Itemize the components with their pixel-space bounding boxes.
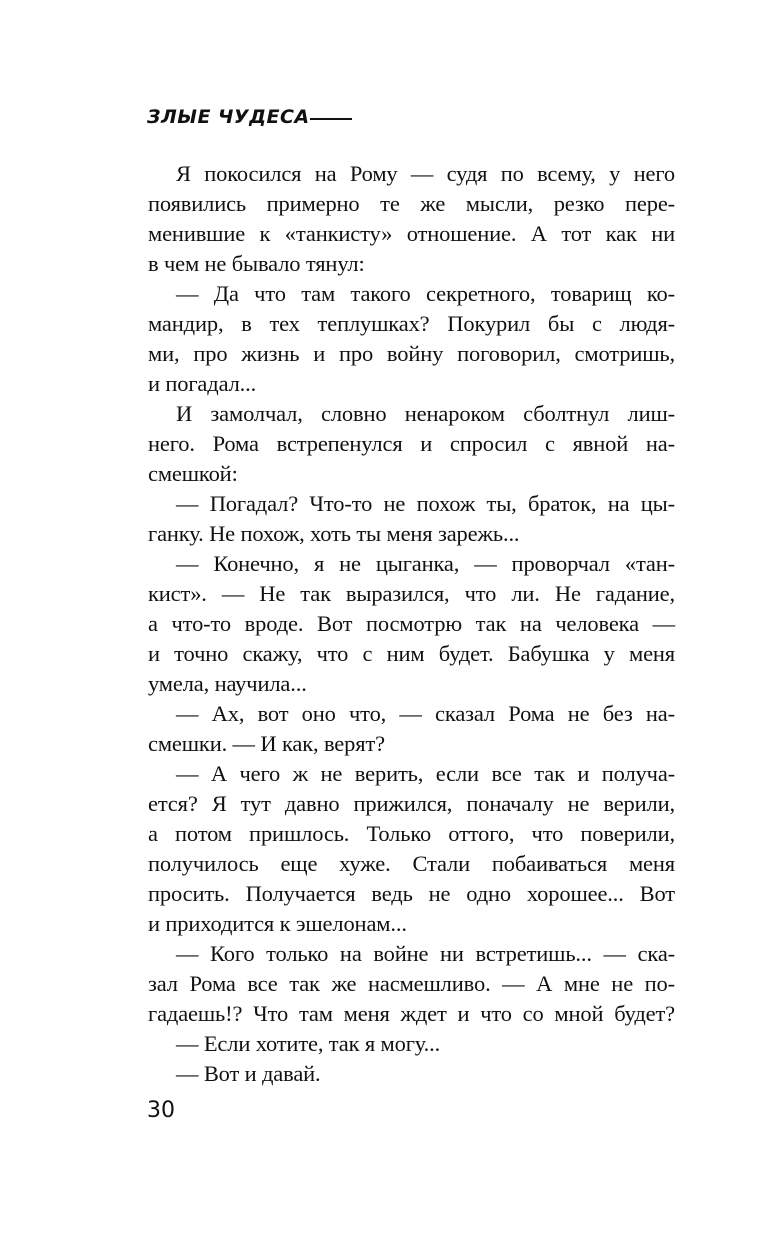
text-line: — Кого только на войне ни встретишь... — ска- <box>176 941 675 966</box>
text-line: мандир, в тех теплушках? Покурил бы с людя- <box>148 311 675 336</box>
text-line: просить. Получается ведь не одно хорошее... Вот <box>148 881 675 906</box>
text-line: менившие к «танкисту» отношение. А тот как ни <box>148 221 675 246</box>
text-line: И замолчал, словно ненароком сболтнул лиш- <box>176 401 675 426</box>
text-line: — А чего ж не верить, если все так и получа- <box>176 761 675 786</box>
text-line: ется? Я тут давно прижился, поначалу не верили, <box>148 791 675 816</box>
text-line: смешки. — И как, верят? <box>148 731 385 756</box>
text-line: — Если хотите, так я могу... <box>176 1031 441 1056</box>
running-title-rule <box>310 118 352 120</box>
text-line: и приходится к эшелонам... <box>148 911 407 936</box>
text-line: и точно скажу, что с ним будет. Бабушка у меня <box>148 641 675 666</box>
running-title-text: ЗЛЫЕ ЧУДЕСА <box>147 106 310 128</box>
text-line: Я покосился на Рому — судя по всему, у него <box>176 161 675 186</box>
text-line: ми, про жизнь и про войну поговорил, смотришь, <box>148 341 675 366</box>
text-line: а потом пришлось. Только оттого, что поверили, <box>148 821 675 846</box>
text-line: получилось еще хуже. Стали побаиваться меня <box>148 851 675 876</box>
text-line: — Ах, вот оно что, — сказал Рома не без на- <box>176 701 675 726</box>
text-line: зал Рома все так же насмешливо. — А мне не по- <box>148 971 675 996</box>
text-line: — Вот и давай. <box>176 1061 321 1086</box>
text-line: кист». — Не так выразился, что ли. Не гадание, <box>148 581 675 606</box>
text-line: а что-то вроде. Вот посмотрю так на человека — <box>148 611 675 636</box>
text-line: смешкой: <box>148 461 238 486</box>
text-line: гадаешь!? Что там меня ждет и что со мной будет? <box>148 1001 675 1026</box>
text-line: ганку. Не похож, хоть ты меня зарежь... <box>148 521 520 546</box>
text-line: — Погадал? Что-то не похож ты, браток, на цы- <box>176 491 675 516</box>
page-number: 30 <box>147 1098 175 1123</box>
text-line: появились примерно те же мысли, резко пере- <box>148 191 675 216</box>
text-line: него. Рома встрепенулся и спросил с явной на- <box>148 431 675 456</box>
text-line: в чем не бывало тянул: <box>148 251 365 276</box>
text-line: и погадал... <box>148 371 257 396</box>
text-line: — Да что там такого секретного, товарищ ко- <box>176 281 675 306</box>
body-text <box>148 159 675 1089</box>
text-line: умела, научила... <box>148 671 307 696</box>
text-line: — Конечно, я не цыганка, — проворчал «тан- <box>176 551 675 576</box>
running-title <box>147 106 352 128</box>
